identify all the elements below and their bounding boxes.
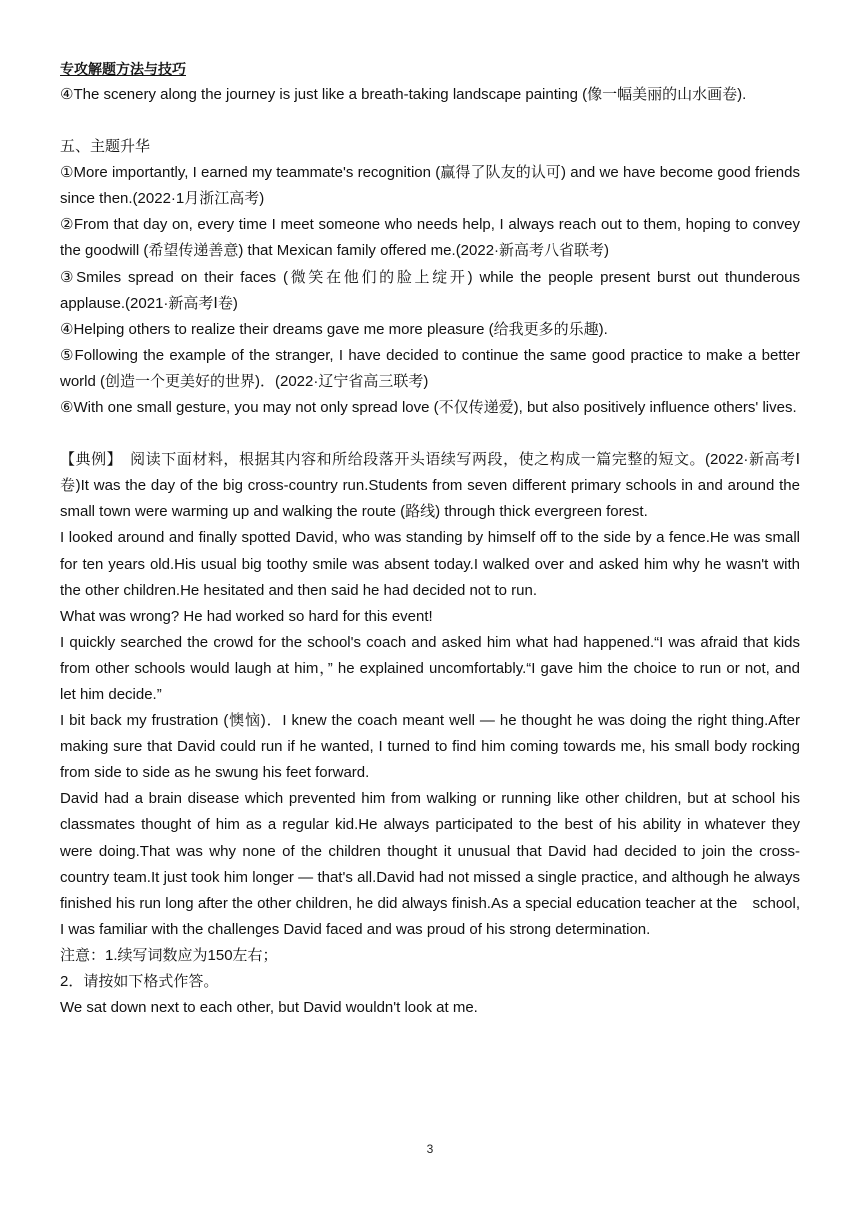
example-paragraph: 【典例】 阅读下面材料，根据其内容和所给段落开头语续写两段，使之构成一篇完整的短文。(2022·新高考Ⅰ卷)It was the day of the big cross-country run.Students from seven different primary schools in and around the small town were warming up and walking the route (路线) through thick evergreen forest. [60, 451, 800, 521]
item: ④Helping others to realize their dreams gave me more pleasure (给我更多的乐趣). [60, 320, 608, 338]
example-paragraph: I bit back my frustration (懊恼)．I knew the coach meant well — he thought he was doing the right thing.After making sure that David could run if he wanted, I turned to find him coming towards me, his small body rocking from side to side as he swung his feet forward. [60, 712, 800, 782]
page-number: 3 [426, 1142, 434, 1156]
item: ③Smiles spread on their faces (微笑在他们的脸上绽开) while the people present burst out thunderous applause.(2021·新高考Ⅰ卷) [60, 268, 800, 312]
example-paragraph: David had a brain disease which prevented him from walking or running like other children, but at school his classmates thought of him as a regular kid.He always participated to the best of his ability in whatever they were doing.That was why none of the children thought it unusual that David had decided to join the cross-country team.It just took him longer — that's all.David had not missed a single practice, and although he always finished his run long after the other children, he did always finish.As a special education teacher at the school, I was familiar with the challenges David faced and was proud of his strong determination. [60, 790, 800, 938]
prompt-line: We sat down next to each other, but David wouldn't look at me. [60, 999, 478, 1017]
spacer [60, 108, 800, 134]
item: ⑥With one small gesture, you may not only spread love (不仅传递爱), but also positively influence others' lives. [60, 399, 797, 417]
item: ⑤Following the example of the stranger, I have decided to continue the same good practice to make a better world (创造一个更美好的世界)．(2022·辽宁省高三联考) [60, 346, 800, 390]
section-title: 五、主题升华 [60, 138, 151, 156]
spacer [60, 421, 800, 447]
document-page [60, 56, 800, 1021]
item: ①More importantly, I earned my teammate's recognition (赢得了队友的认可) and we have become good friends since then.(2022·1月浙江高考) [60, 164, 800, 208]
example-paragraph: What was wrong? He had worked so hard for this event! [60, 607, 433, 625]
note-line: 注意：1.续写词数应为150左右； [60, 946, 278, 964]
example-paragraph: I quickly searched the crowd for the school's coach and asked him what had happened.“I was afraid that kids from other schools would laugh at him，” he explained uncomfortably.“I gave him the choice to run or not, and let him decide.” [60, 633, 800, 703]
intro-line: ④The scenery along the journey is just like a breath-taking landscape painting (像一幅美丽的山水画卷). [60, 86, 747, 103]
example-paragraph: I looked around and finally spotted David, who was standing by himself off to the side by a fence.He was small for ten years old.His usual big toothy smile was absent today.I walked over and asked him why he wasn't with the other children.He hesitated and then said he had decided not to run. [60, 529, 800, 599]
section-header: 专攻解题方法与技巧 [60, 61, 186, 77]
item: ②From that day on, every time I meet someone who needs help, I always reach out to them, hoping to convey the goodwill (希望传递善意) that Mexican family offered me.(2022·新高考八省联考) [60, 216, 800, 260]
note-line: 2．请按如下格式作答。 [60, 973, 219, 990]
